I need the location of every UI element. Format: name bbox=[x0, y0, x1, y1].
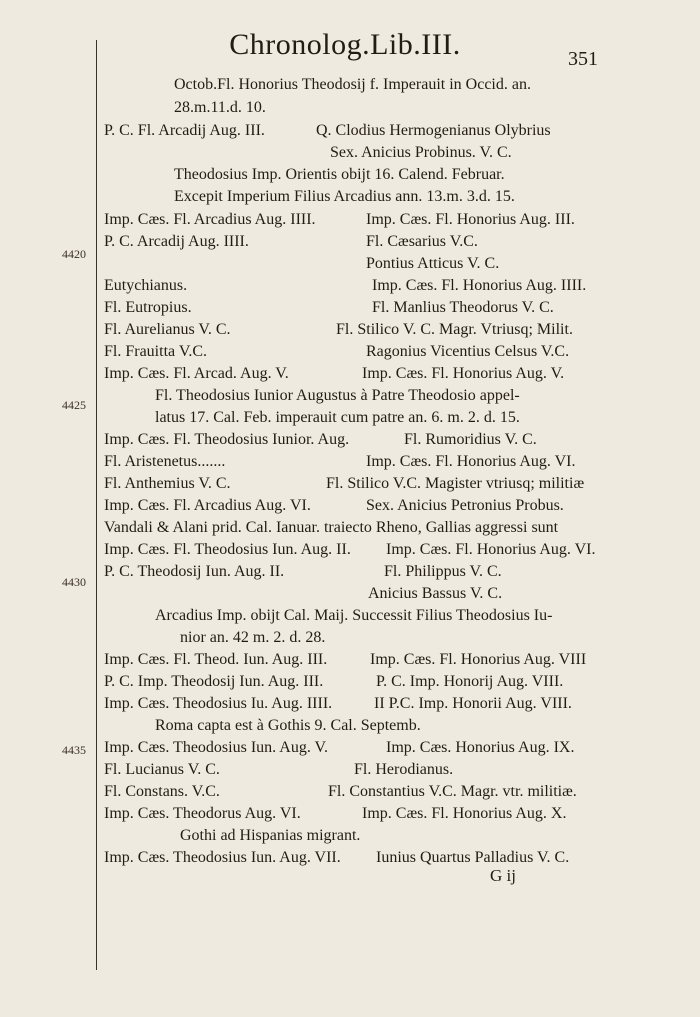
entry-row bbox=[104, 472, 610, 496]
entry-row bbox=[104, 450, 610, 474]
consul-right: Fl. Stilico V.C. Magister vtriusq; militiæ bbox=[326, 475, 585, 492]
consul-left: Fl. Frauitta V.C. bbox=[104, 343, 207, 360]
entry-row bbox=[104, 758, 610, 782]
consul-right: Imp. Cæs. Fl. Honorius Aug. IIII. bbox=[372, 277, 587, 294]
entry-row bbox=[104, 538, 610, 562]
consul-left: Eutychianus. bbox=[104, 277, 188, 294]
consul-right: Anicius Bassus V. C. bbox=[368, 585, 503, 602]
margin-year: 4425 bbox=[62, 398, 86, 412]
entry-line: latus 17. Cal. Feb. imperauit cum patre an. 6. m. 2. d. 15. bbox=[155, 409, 520, 426]
consul-left: Imp. Cæs. Fl. Arcadius Aug. VI. bbox=[104, 497, 311, 514]
consul-left: Fl. Constans. V.C. bbox=[104, 783, 220, 800]
consul-right: Sex. Anicius Probinus. V. C. bbox=[330, 144, 512, 161]
entry-row bbox=[104, 428, 610, 452]
page-title: Chronolog.Lib.III. bbox=[229, 28, 461, 61]
entry-row bbox=[104, 802, 610, 826]
consul-right: Fl. Manlius Theodorus V. C. bbox=[372, 299, 554, 316]
entry-row bbox=[104, 208, 610, 232]
entry-line: Octob.Fl. Honorius Theodosij f. Imperauit in Occid. an. bbox=[174, 76, 531, 93]
consul-left: Fl. Aurelianus V. C. bbox=[104, 321, 231, 338]
page-number: 351 bbox=[568, 48, 598, 70]
consul-right: Fl. Constantius V.C. Magr. vtr. militiæ. bbox=[328, 783, 577, 800]
consul-right: Imp. Cæs. Honorius Aug. IX. bbox=[386, 739, 575, 756]
consul-left: P. C. Imp. Theodosij Iun. Aug. III. bbox=[104, 673, 324, 690]
entry-row bbox=[104, 274, 610, 298]
entry-row bbox=[104, 582, 610, 606]
entry-row bbox=[104, 141, 610, 165]
entry-line: Gothi ad Hispanias migrant. bbox=[180, 827, 361, 844]
entry-row bbox=[104, 736, 610, 760]
consul-left: Fl. Lucianus V. C. bbox=[104, 761, 220, 778]
margin-year: 4420 bbox=[62, 247, 86, 261]
entry-row bbox=[104, 494, 610, 518]
consul-left: P. C. Arcadij Aug. IIII. bbox=[104, 233, 249, 250]
consul-right: Imp. Cæs. Fl. Honorius Aug. VIII bbox=[370, 651, 587, 668]
consul-left: P. C. Theodosij Iun. Aug. II. bbox=[104, 563, 285, 580]
entry-row bbox=[104, 119, 610, 143]
margin-rule bbox=[96, 40, 97, 970]
consul-left: Fl. Anthemius V. C. bbox=[104, 475, 231, 492]
consul-right: Q. Clodius Hermogenianus Olybrius bbox=[316, 122, 551, 139]
consul-left: Fl. Eutropius. bbox=[104, 299, 192, 316]
entry-line: Arcadius Imp. obijt Cal. Maij. Successit Filius Theodosius Iu- bbox=[155, 607, 553, 624]
consul-right: Imp. Cæs. Fl. Honorius Aug. VI. bbox=[386, 541, 596, 558]
consul-left: P. C. Fl. Arcadij Aug. III. bbox=[104, 122, 265, 139]
consul-right: Iunius Quartus Palladius V. C. bbox=[376, 849, 570, 866]
entry-row bbox=[104, 296, 610, 320]
entry-row bbox=[104, 340, 610, 364]
entry-row bbox=[104, 648, 610, 672]
consul-right: II P.C. Imp. Honorii Aug. VIII. bbox=[374, 695, 572, 712]
entry-line: Roma capta est à Gothis 9. Cal. Septemb. bbox=[155, 717, 421, 734]
consul-left: Imp. Cæs. Fl. Theodosius Iunior. Aug. bbox=[104, 431, 350, 448]
consul-left: Imp. Cæs. Theodorus Aug. VI. bbox=[104, 805, 301, 822]
consul-right: Ragonius Vicentius Celsus V.C. bbox=[366, 343, 570, 360]
entry-row bbox=[104, 318, 610, 342]
entry-line: nior an. 42 m. 2. d. 28. bbox=[180, 629, 326, 646]
consul-left: Imp. Cæs. Fl. Arcad. Aug. V. bbox=[104, 365, 289, 382]
entry-line: Vandali & Alani prid. Cal. Ianuar. traiecto Rheno, Gallias aggressi sunt bbox=[104, 519, 559, 536]
consul-right: Imp. Cæs. Fl. Honorius Aug. X. bbox=[362, 805, 567, 822]
consul-right: Fl. Cæsarius V.C. bbox=[366, 233, 478, 250]
entry-row bbox=[104, 670, 610, 694]
consul-right: Fl. Herodianus. bbox=[354, 761, 454, 778]
entry-row bbox=[104, 230, 610, 254]
entry-line: Excepit Imperium Filius Arcadius ann. 13.m. 3.d. 15. bbox=[174, 188, 515, 205]
entry-row bbox=[104, 846, 610, 870]
consul-right: P. C. Imp. Honorij Aug. VIII. bbox=[376, 673, 564, 690]
entry-row bbox=[104, 252, 610, 276]
entry-row bbox=[104, 560, 610, 584]
entry-line: Theodosius Imp. Orientis obijt 16. Calend. Februar. bbox=[174, 166, 505, 183]
consul-left: Imp. Cæs. Theodosius Iun. Aug. V. bbox=[104, 739, 329, 756]
entry-row bbox=[104, 362, 610, 386]
entry-row bbox=[104, 692, 610, 716]
consul-left: Fl. Aristenetus....... bbox=[104, 453, 226, 470]
entry-line: Fl. Theodosius Iunior Augustus à Patre Theodosio appel- bbox=[155, 387, 520, 404]
margin-year: 4430 bbox=[62, 575, 86, 589]
consul-right: Imp. Cæs. Fl. Honorius Aug. VI. bbox=[366, 453, 576, 470]
consul-left: Imp. Cæs. Theodosius Iun. Aug. VII. bbox=[104, 849, 341, 866]
consul-right: Fl. Rumoridius V. C. bbox=[404, 431, 537, 448]
signature-mark: G ij bbox=[490, 866, 516, 885]
consul-left: Imp. Cæs. Theodosius Iu. Aug. IIII. bbox=[104, 695, 333, 712]
consul-left: Imp. Cæs. Fl. Theodosius Iun. Aug. II. bbox=[104, 541, 351, 558]
consul-right: Imp. Cæs. Fl. Honorius Aug. V. bbox=[362, 365, 565, 382]
consul-right: Sex. Anicius Petronius Probus. bbox=[366, 497, 564, 514]
consul-right: Fl. Philippus V. C. bbox=[384, 563, 502, 580]
entry-row bbox=[104, 780, 610, 804]
consul-left: Imp. Cæs. Fl. Theod. Iun. Aug. III. bbox=[104, 651, 328, 668]
consul-right: Fl. Stilico V. C. Magr. Vtriusq; Milit. bbox=[336, 321, 573, 338]
consul-right: Pontius Atticus V. C. bbox=[366, 255, 500, 272]
entry-line: 28.m.11.d. 10. bbox=[174, 99, 266, 116]
consul-right: Imp. Cæs. Fl. Honorius Aug. III. bbox=[366, 211, 575, 228]
consul-left: Imp. Cæs. Fl. Arcadius Aug. IIII. bbox=[104, 211, 316, 228]
margin-year: 4435 bbox=[62, 743, 86, 757]
